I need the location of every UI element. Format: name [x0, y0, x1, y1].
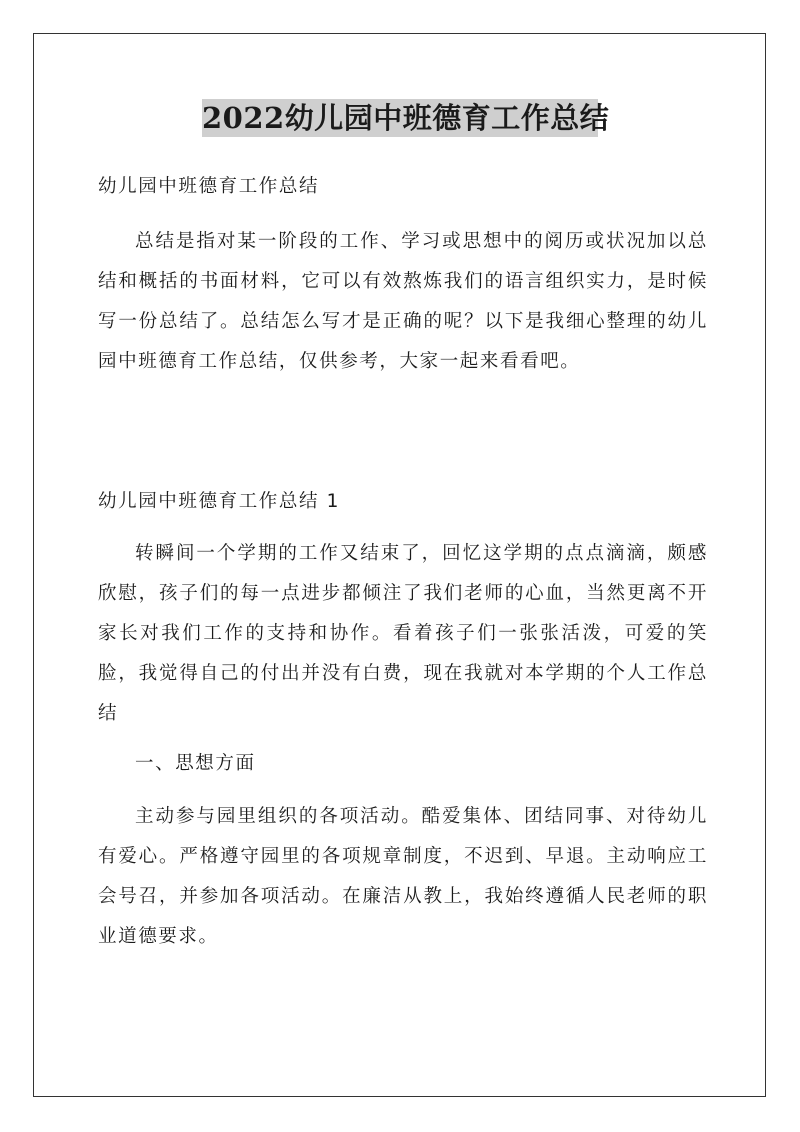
document-subtitle: 幼儿园中班德育工作总结 — [98, 176, 320, 197]
section-heading-1: 幼儿园中班德育工作总结 1 — [98, 491, 340, 512]
subsection-heading-thought: 一、思想方面 — [135, 753, 256, 774]
section-1-paragraph: 转瞬间一个学期的工作又结束了，回忆这学期的点点滴滴，颇感欣慰，孩子们的每一点进步都倾注了我们老师的心血，当然更离不开家长对我们工作的支持和协作。看着孩子们一张张活泼，可爱的笑脸，我觉得自己的付出并没有白费，现在我就对本学期的个人工作总结 — [98, 543, 708, 724]
intro-paragraph: 总结是指对某一阶段的工作、学习或思想中的阅历或状况加以总结和概括的书面材料，它可以有效熬炼我们的语言组织实力，是时候写一份总结了。总结怎么写才是正确的呢？以下是我细心整理的幼儿园中班德育工作总结，仅供参考，大家一起来看看吧。 — [98, 231, 708, 372]
document-title: 2022幼儿园中班德育工作总结 — [202, 101, 610, 135]
subsection-thought-paragraph: 主动参与园里组织的各项活动。酷爱集体、团结同事、对待幼儿有爱心。严格遵守园里的各项规章制度，不迟到、早退。主动响应工会号召，并参加各项活动。在廉洁从教上，我始终遵循人民老师的职业道德要求。 — [98, 806, 708, 947]
